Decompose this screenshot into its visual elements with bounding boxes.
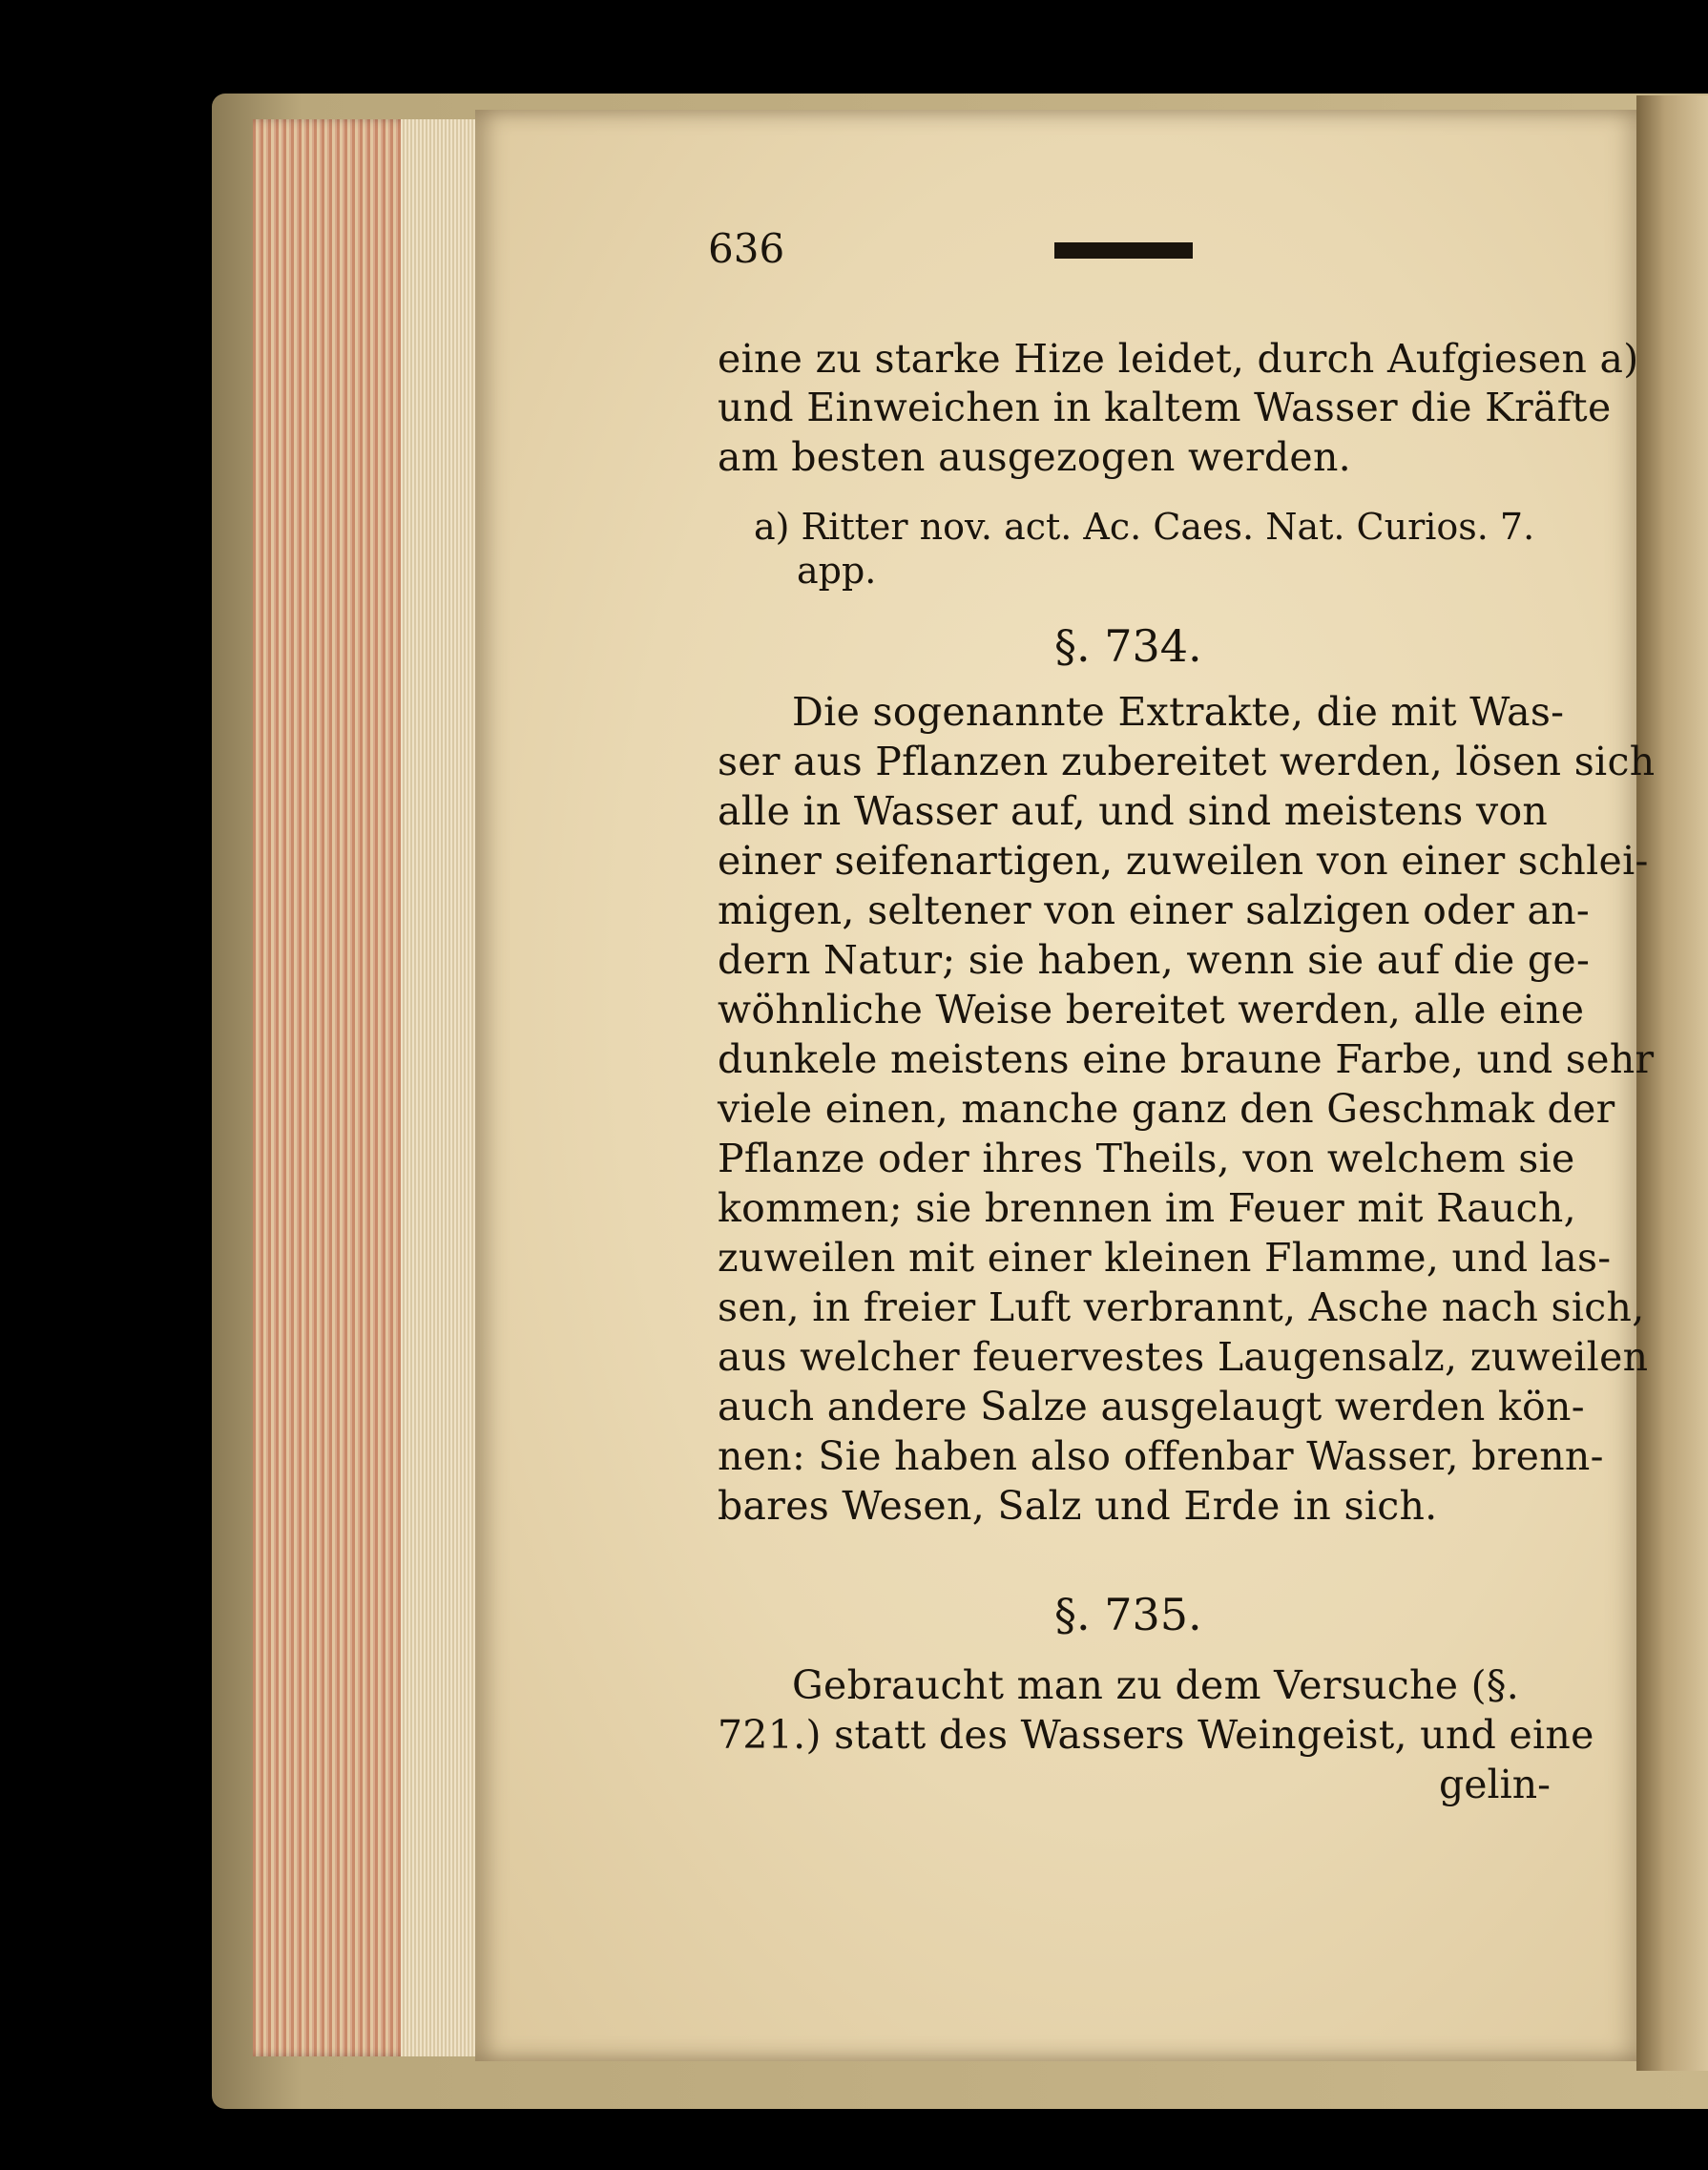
section-734-line: auch andere Salze ausgelaugt werden kön- bbox=[718, 1384, 1585, 1429]
top-paragraph-line: und Einweichen in kaltem Wasser die Kräfte bbox=[718, 385, 1612, 430]
footnote-line: app. bbox=[797, 550, 877, 592]
section-734-line: Die sogenannte Extrakte, die mit Was- bbox=[792, 689, 1565, 735]
section-734-line: kommen; sie brennen im Feuer mit Rauch, bbox=[718, 1185, 1576, 1231]
page-number: 636 bbox=[708, 225, 785, 272]
section-734-line: einer seifenartigen, zuweilen von einer schlei- bbox=[718, 838, 1649, 884]
section-734-line: alle in Wasser auf, und sind meistens von bbox=[718, 788, 1549, 834]
section-734-line: dern Natur; sie haben, wenn sie auf die ge- bbox=[718, 937, 1591, 983]
facing-page-edge bbox=[1636, 95, 1708, 2071]
top-paragraph-line: eine zu starke Hize leidet, durch Aufgiesen a) bbox=[718, 336, 1639, 382]
section-734-line: viele einen, manche ganz den Geschmak der bbox=[718, 1086, 1615, 1132]
catchword: gelin- bbox=[1439, 1762, 1551, 1807]
footnote-line: a) Ritter nov. act. Ac. Caes. Nat. Curios. 7. bbox=[754, 506, 1535, 548]
page-stack-edges bbox=[401, 119, 482, 2056]
section-735-line: Gebraucht man zu dem Versuche (§. bbox=[792, 1662, 1520, 1708]
section-heading-734: §. 734. bbox=[1054, 620, 1202, 672]
section-734-line: sen, in freier Luft verbrannt, Asche nach sich, bbox=[718, 1284, 1645, 1330]
section-734-line: aus welcher feuervestes Laugensalz, zuweilen bbox=[718, 1334, 1649, 1380]
top-paragraph-line: am besten ausgezogen werden. bbox=[718, 434, 1352, 480]
section-735-line: 721.) statt des Wassers Weingeist, und eine bbox=[718, 1712, 1594, 1758]
section-734-line: migen, seltener von einer salzigen oder an- bbox=[718, 887, 1591, 933]
section-734-line: bares Wesen, Salz und Erde in sich. bbox=[718, 1483, 1438, 1529]
header-rule bbox=[1054, 242, 1193, 259]
section-734-line: wöhnliche Weise bereitet werden, alle eine bbox=[718, 987, 1585, 1033]
section-734-line: dunkele meistens eine braune Farbe, und sehr bbox=[718, 1036, 1655, 1082]
section-734-line: Pflanze oder ihres Theils, von welchem sie bbox=[718, 1136, 1575, 1181]
section-heading-735: §. 735. bbox=[1054, 1589, 1202, 1640]
section-734-line: ser aus Pflanzen zubereitet werden, lösen sich bbox=[718, 739, 1656, 784]
section-734-line: nen: Sie haben also offenbar Wasser, brenn- bbox=[718, 1433, 1604, 1479]
section-734-line: zuweilen mit einer kleinen Flamme, und las- bbox=[718, 1235, 1612, 1281]
